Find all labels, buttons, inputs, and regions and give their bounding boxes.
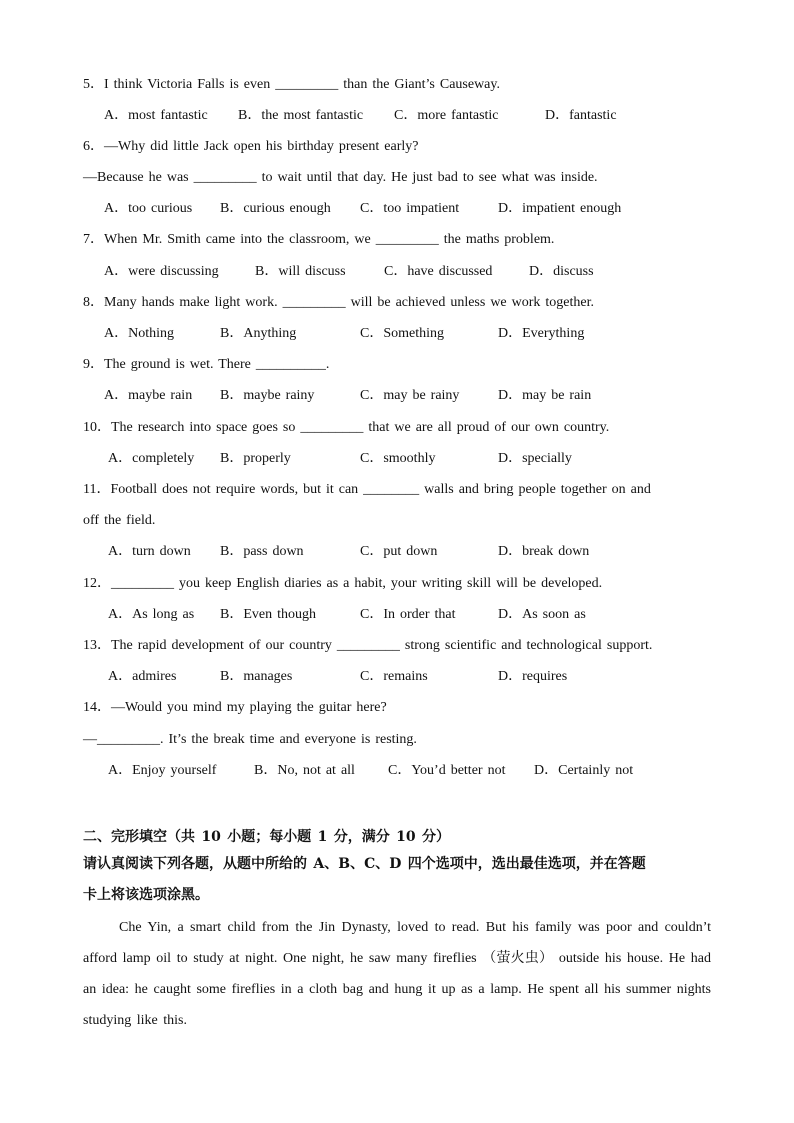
- question-11-stem-line2: off the field.: [83, 513, 156, 528]
- q7-option-a: A．were discussing: [104, 264, 219, 279]
- q5-option-a: A．most fantastic: [104, 108, 208, 123]
- q11-option-b: B．pass down: [220, 544, 304, 559]
- q9-option-b: B．maybe rainy: [220, 388, 315, 403]
- q6-option-d: D．impatient enough: [498, 201, 622, 216]
- q6-option-b: B．curious enough: [220, 201, 331, 216]
- q14-option-a: A．Enjoy yourself: [108, 763, 217, 778]
- q12-option-a: A．As long as: [108, 607, 195, 622]
- q9-option-a: A．maybe rain: [104, 388, 193, 403]
- q14-option-b: B．No, not at all: [254, 763, 355, 778]
- q11-option-c: C．put down: [360, 544, 438, 559]
- q5-option-c: C．more fantastic: [394, 108, 499, 123]
- question-8-stem: 8．Many hands make light work. _________ will be achieved unless we work together.: [83, 295, 595, 310]
- q13-option-b: B．manages: [220, 669, 293, 684]
- q8-option-d: D．Everything: [498, 326, 585, 341]
- q5-option-b: B．the most fantastic: [238, 108, 364, 123]
- question-10-stem: 10．The research into space goes so _________ that we are all proud of our own country.: [83, 420, 610, 435]
- q10-option-a: A．completely: [108, 451, 195, 466]
- q6-option-c: C．too impatient: [360, 201, 460, 216]
- q12-option-b: B．Even though: [220, 607, 316, 622]
- q9-option-c: C．may be rainy: [360, 388, 460, 403]
- section-2-instruction-line2: 卡上将该选项涂黑。: [83, 887, 209, 903]
- cloze-passage: Che Yin, a smart child from the Jin Dynasty, loved to read. But his family was poor and couldn’t afford lamp oil to study at night. One night, he saw many fireflies （萤火虫） outside his house. He had an idea: he caught some fireflies in a cloth bag and hung it up as a lamp. He spent all his summer nights studying like this.: [83, 920, 711, 1028]
- q13-option-d: D．requires: [498, 669, 568, 684]
- q9-option-d: D．may be rain: [498, 388, 592, 403]
- section-2-instruction-line1: 请认真阅读下列各题，从题中所给的 A、B、C、D 四个选项中，选出最佳选项，并在答题: [83, 856, 646, 872]
- q7-option-d: D．discuss: [529, 264, 594, 279]
- q13-option-a: A．admires: [108, 669, 177, 684]
- q10-option-d: D．specially: [498, 451, 572, 466]
- question-14-stem-line2: —_________. It’s the break time and everyone is resting.: [83, 732, 417, 747]
- q7-option-b: B．will discuss: [255, 264, 346, 279]
- q6-option-a: A．too curious: [104, 201, 193, 216]
- q12-option-d: D．As soon as: [498, 607, 586, 622]
- q8-option-a: A．Nothing: [104, 326, 174, 341]
- q12-option-c: C．In order that: [360, 607, 456, 622]
- q13-option-c: C．remains: [360, 669, 428, 684]
- question-5-stem: 5．I think Victoria Falls is even _________ than the Giant’s Causeway.: [83, 77, 500, 92]
- section-2-heading: 二、完形填空（共 10 小题；每小题 1 分，满分 10 分）: [83, 829, 450, 845]
- q5-option-d: D．fantastic: [545, 108, 617, 123]
- question-13-stem: 13．The rapid development of our country _________ strong scientific and technological support.: [83, 638, 653, 653]
- q7-option-c: C．have discussed: [384, 264, 493, 279]
- question-12-stem: 12．_________ you keep English diaries as a habit, your writing skill will be developed.: [83, 576, 603, 591]
- question-6-stem-line2: —Because he was _________ to wait until that day. He just bad to see what was inside.: [83, 170, 598, 185]
- q14-option-c: C．You’d better not: [388, 763, 506, 778]
- q8-option-b: B．Anything: [220, 326, 297, 341]
- q14-option-d: D．Certainly not: [534, 763, 634, 778]
- question-11-stem: 11．Football does not require words, but it can ________ walls and bring people together on and: [83, 482, 651, 497]
- q10-option-c: C．smoothly: [360, 451, 436, 466]
- q8-option-c: C．Something: [360, 326, 445, 341]
- q11-option-d: D．break down: [498, 544, 590, 559]
- q11-option-a: A．turn down: [108, 544, 191, 559]
- question-6-stem: 6．—Why did little Jack open his birthday present early?: [83, 139, 419, 154]
- q10-option-b: B．properly: [220, 451, 291, 466]
- question-7-stem: 7．When Mr. Smith came into the classroom, we _________ the maths problem.: [83, 232, 555, 247]
- question-14-stem: 14．—Would you mind my playing the guitar here?: [83, 700, 387, 715]
- question-9-stem: 9．The ground is wet. There __________.: [83, 357, 330, 372]
